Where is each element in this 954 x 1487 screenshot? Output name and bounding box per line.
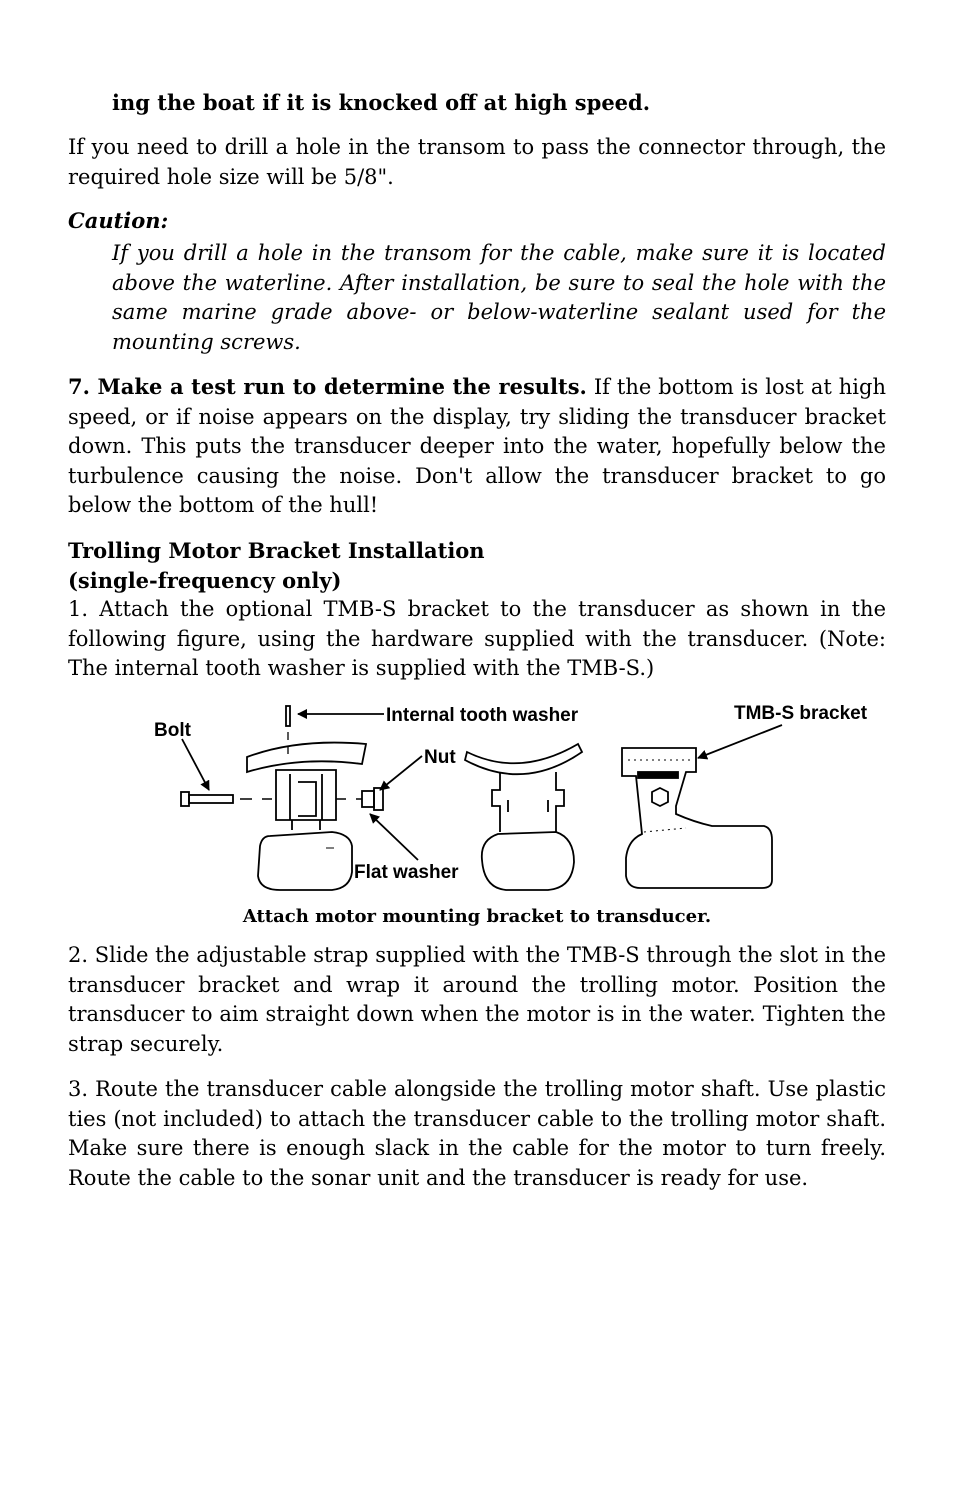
step-3-paragraph: 3. Route the transducer cable alongside the trolling motor shaft. Use plastic ties (not included) to attach the transducer cable to the trolling motor shaft. Make sure there is enough slack in the cable for the motor to turn freely. Route the cable to the sonar unit and the transducer is ready for use. xyxy=(68,1077,886,1190)
nut-drawing xyxy=(362,788,383,810)
transducer-middle xyxy=(465,744,582,890)
figure-caption: Attach motor mounting bracket to transducer. xyxy=(242,906,712,927)
carryover-text: ing the boat if it is knocked off at high speed. xyxy=(112,90,651,115)
arrow-bolt xyxy=(182,739,209,790)
caution-heading: Caution: xyxy=(68,208,169,233)
tmb-s-bracket-drawing xyxy=(622,748,772,888)
step-7-paragraph xyxy=(68,372,886,521)
step-7-body: If the bottom is lost at high speed, or if noise appears on the display, try sliding the transducer bracket down. This puts the transducer deeper into the water, hopefully below the turbulence causing the noise. Don't allow the transducer bracket to go below the bottom of the hull! xyxy=(68,375,886,518)
step-1-paragraph: 1. Attach the optional TMB-S bracket to the transducer as shown in the following figure, using the hardware supplied with the transducer. (Note: The internal tooth washer is supplied with the TMB-S.) xyxy=(68,597,886,681)
label-nut: Nut xyxy=(424,747,456,768)
label-flat-washer: Flat washer xyxy=(354,862,459,883)
paragraph-hole-size: If you need to drill a hole in the transom to pass the connector through, the required hole size will be 5/8". xyxy=(68,135,886,189)
bolt-drawing xyxy=(181,792,233,806)
label-internal-washer: Internal tooth washer xyxy=(386,705,579,726)
arrow-bracket xyxy=(698,725,782,758)
step-2-paragraph: 2. Slide the adjustable strap supplied with the TMB-S through the slot in the transducer bracket and wrap it around the trolling motor. Position the transducer to aim straight down when the motor is in the water. Tighten the strap securely. xyxy=(68,943,886,1056)
transducer-left xyxy=(247,743,366,890)
arrow-nut xyxy=(380,756,422,790)
section-title-line2: (single-frequency only) xyxy=(68,567,342,593)
step-7-lead: 7. Make a test run to determine the results. xyxy=(68,374,587,399)
section-title-line1: Trolling Motor Bracket Installation xyxy=(68,538,485,563)
label-bolt: Bolt xyxy=(154,720,191,741)
caution-body: If you drill a hole in the transom for the cable, make sure it is located above the waterline. After installation, be sure to seal the hole with the same marine grade above- or below-waterline sealant used for the mounting screws. xyxy=(112,241,886,354)
arrow-flat-washer xyxy=(370,814,418,860)
internal-washer-drawing xyxy=(286,706,290,726)
label-bracket: TMB-S bracket xyxy=(734,703,868,724)
section-title xyxy=(68,536,485,595)
